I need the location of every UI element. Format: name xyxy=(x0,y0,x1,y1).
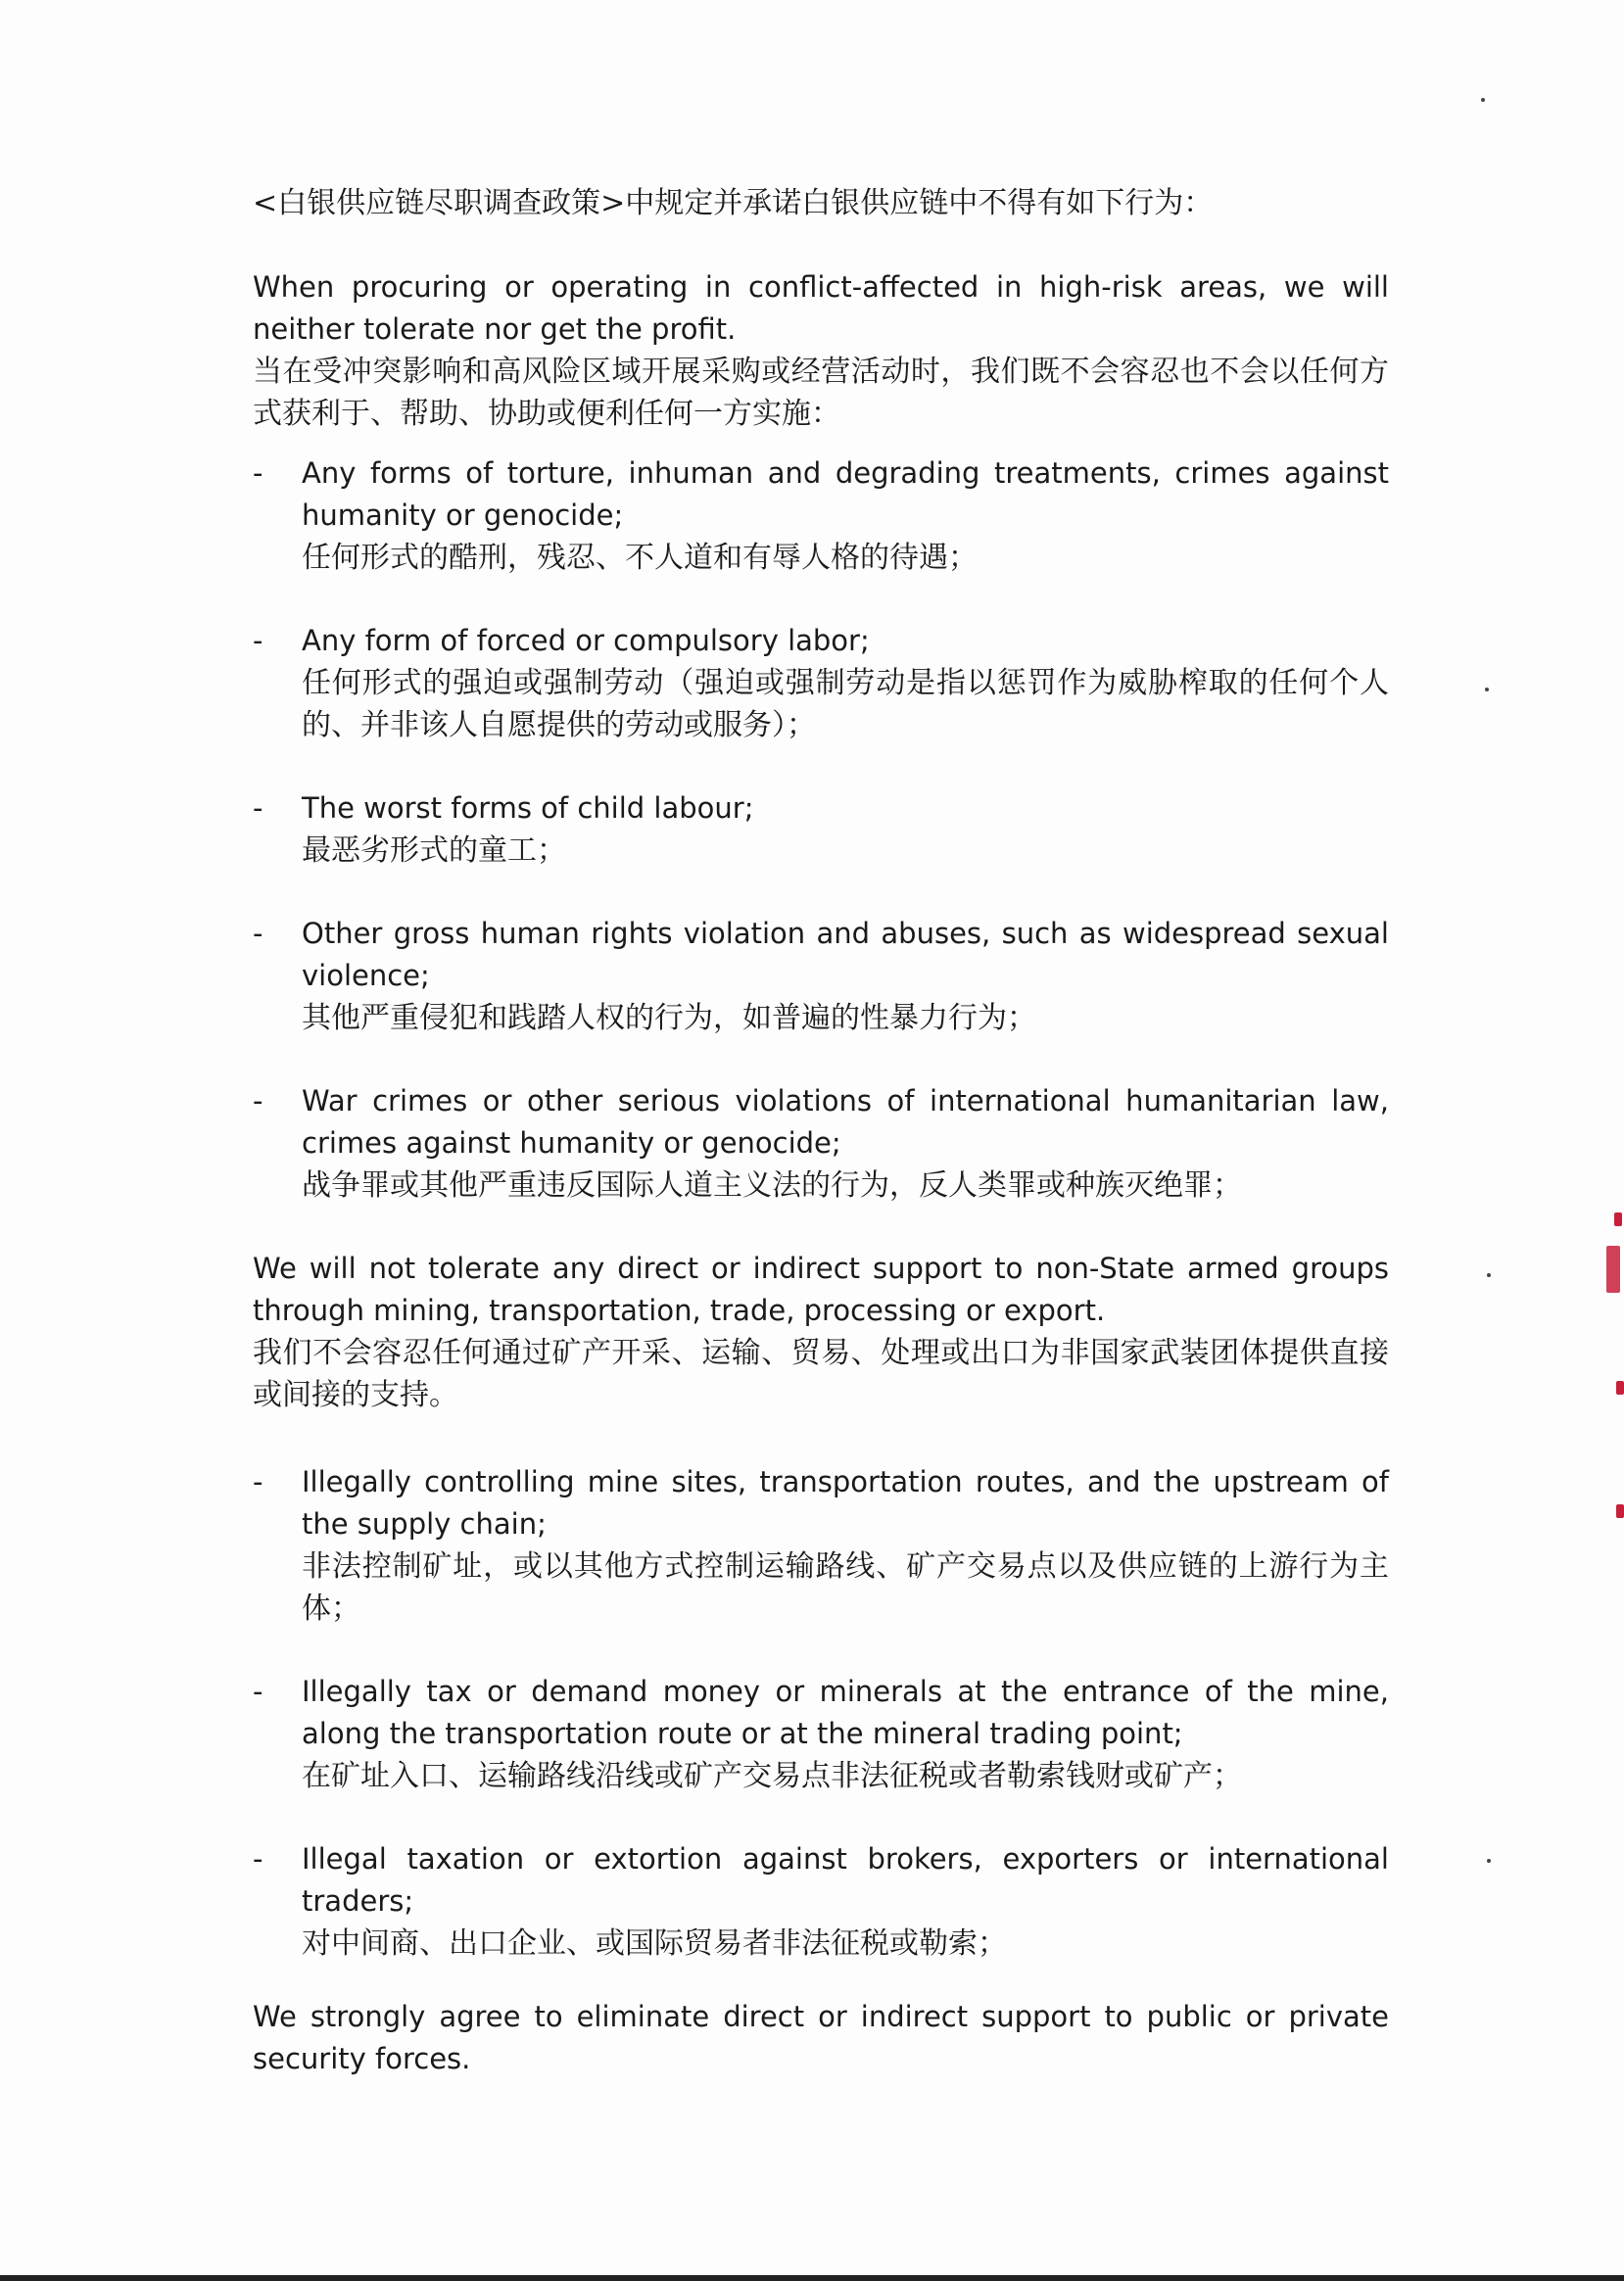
dash-bullet: - xyxy=(253,917,263,950)
closing-paragraph xyxy=(253,1996,1389,2080)
dash-bullet: - xyxy=(253,456,263,490)
item-zh: 任何形式的强迫或强制劳动（强迫或强制劳动是指以惩罚作为威胁榨取的任何个人的、并非该人自愿提供的劳动或服务）； xyxy=(302,666,1389,742)
intro-paragraph xyxy=(253,266,1389,435)
item-en: Other gross human rights violation and abuses, such as widespread sexual violence; xyxy=(302,917,1389,992)
prohibited-acts-list xyxy=(253,452,1389,1207)
item-zh: 最恶劣形式的童工； xyxy=(302,833,566,868)
intro-zh: 当在受冲突影响和高风险区域开展采购或经营活动时，我们既不会容忍也不会以任何方式获利于、帮助、协助或便利任何一方实施： xyxy=(253,355,1389,431)
item-en: Any form of forced or compulsory labor; xyxy=(302,624,870,657)
item-zh: 战争罪或其他严重违反国际人道主义法的行为，反人类罪或种族灭绝罪； xyxy=(302,1168,1242,1203)
dash-bullet: - xyxy=(253,624,263,657)
list-item xyxy=(253,913,1389,1039)
item-en: The worst forms of child labour; xyxy=(302,791,754,825)
closing-en: We strongly agree to eliminate direct or indirect support to public or private security forces. xyxy=(253,2000,1389,2075)
middle-zh: 我们不会容忍任何通过矿产开采、运输、贸易、处理或出口为非国家武装团体提供直接或间接的支持。 xyxy=(253,1336,1389,1412)
list-item xyxy=(253,1461,1389,1630)
middle-en: We will not tolerate any direct or indirect support to non-State armed groups through mining, transportation, trade, processing or export. xyxy=(253,1252,1389,1327)
stamp-edge-mark xyxy=(1616,1381,1624,1395)
scan-dot xyxy=(1487,1859,1491,1863)
document-heading: <白银供应链尽职调查政策>中规定并承诺白银供应链中不得有如下行为： xyxy=(253,186,1214,220)
scan-dot xyxy=(1485,688,1489,691)
list-item xyxy=(253,1671,1389,1797)
list-item xyxy=(253,1080,1389,1207)
dash-bullet: - xyxy=(253,1084,263,1117)
item-zh: 任何形式的酷刑，残忍、不人道和有辱人格的待遇； xyxy=(302,541,978,575)
item-zh: 对中间商、出口企业、或国际贸易者非法征税或勒索； xyxy=(302,1926,1007,1961)
list-item xyxy=(253,1838,1389,1965)
armed-groups-list xyxy=(253,1461,1389,1965)
item-en: War crimes or other serious violations of international humanitarian law, crimes against humanity or genocide; xyxy=(302,1084,1389,1160)
list-item xyxy=(253,452,1389,579)
item-zh: 其他严重侵犯和践踏人权的行为，如普遍的性暴力行为； xyxy=(302,1001,1036,1035)
list-item xyxy=(253,620,1389,746)
dash-bullet: - xyxy=(253,1675,263,1708)
policy-document xyxy=(253,182,1389,2117)
item-en: Illegal taxation or extortion against brokers, exporters or international traders; xyxy=(302,1842,1389,1918)
stamp-edge-mark xyxy=(1614,1212,1622,1226)
middle-paragraph xyxy=(253,1248,1389,1416)
scan-bottom-edge xyxy=(0,2275,1624,2281)
stamp-edge-mark xyxy=(1616,1504,1624,1518)
dash-bullet: - xyxy=(253,791,263,825)
dash-bullet: - xyxy=(253,1465,263,1498)
intro-en: When procuring or operating in conflict-affected in high-risk areas, we will neither tolerate nor get the profit. xyxy=(253,270,1389,346)
item-en: Any forms of torture, inhuman and degrading treatments, crimes against humanity or genocide; xyxy=(302,456,1389,532)
scan-dot xyxy=(1487,1273,1491,1277)
item-en: Illegally controlling mine sites, transportation routes, and the upstream of the supply chain; xyxy=(302,1465,1389,1541)
item-zh: 非法控制矿址，或以其他方式控制运输路线、矿产交易点以及供应链的上游行为主体； xyxy=(302,1549,1389,1626)
list-item xyxy=(253,787,1389,872)
item-zh: 在矿址入口、运输路线沿线或矿产交易点非法征税或者勒索钱财或矿产； xyxy=(302,1759,1242,1793)
scan-dot xyxy=(1481,98,1485,102)
stamp-edge-mark xyxy=(1606,1246,1620,1293)
dash-bullet: - xyxy=(253,1842,263,1876)
item-en: Illegally tax or demand money or minerals at the entrance of the mine, along the transportation route or at the mineral trading point; xyxy=(302,1675,1389,1750)
